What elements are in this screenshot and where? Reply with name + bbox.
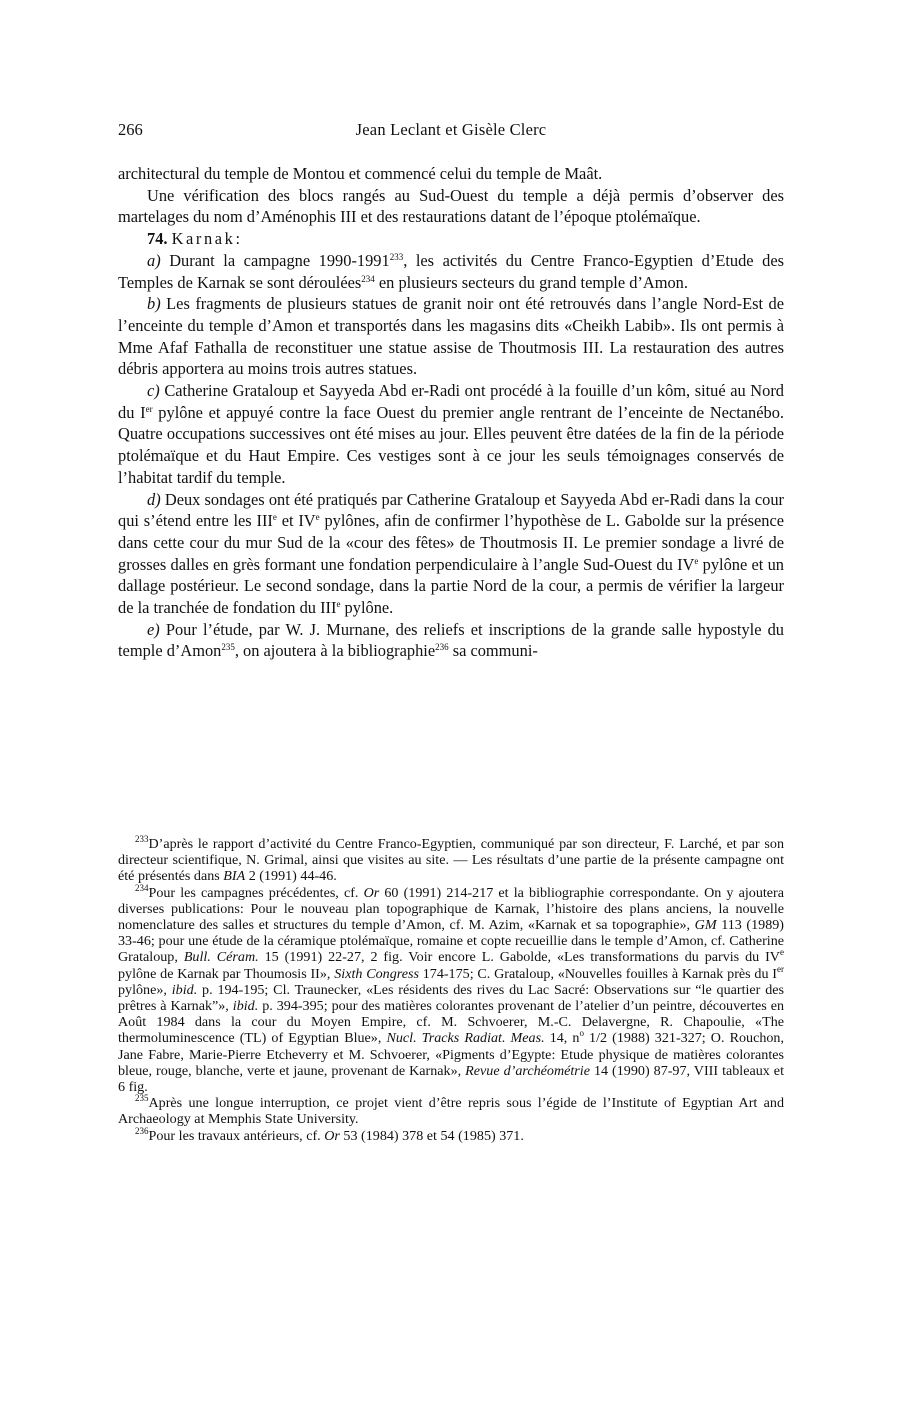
footnote-number: 236 [135,1125,149,1136]
footnote-number: 233 [135,834,149,844]
main-text [118,163,784,662]
running-title: Jean Leclant et Gisèle Clerc [355,120,547,139]
item-label-c: c) [147,381,160,401]
footnote-ref-234[interactable]: 234 [361,273,375,284]
footnote-ref-236[interactable]: 236 [435,642,449,653]
footnote-number: 235 [135,1093,149,1104]
paragraph-e: e) Pour l’étude, par W. J. Murnane, des reliefs et inscriptions de la grande salle hypostyle du temple d’Amon$^{235}$, on ajoutera à la bibliographie$^{236}$ sa communi- [118,619,784,661]
item-label-b: b) [147,294,161,314]
footnote-ref-235[interactable]: 235 [221,642,235,653]
section-number: 74. [147,229,168,249]
paragraph-continuation: architectural du temple de Montou et commencé celui du temple de Maât. [118,164,603,183]
page-header [118,120,784,142]
page-number: 266 [118,120,143,139]
footnote-236: $^{236}$Pour les travaux antérieurs, cf. Or 53 (1984) 378 et 54 (1985) 371. [135,1125,524,1144]
section-heading-karnak [118,228,784,250]
footnote-235: $^{235}$Après une longue interruption, ce projet vient d’être repris sous l’égide de l’Institute of Egyptian Art and Archaeology at Memphis State University. [118,1093,784,1128]
item-label-d: d) [147,489,161,509]
section-title: Karnak: [171,229,243,249]
paragraph-d: d) Deux sondages ont été pratiqués par Catherine Grataloup et Sayyeda Abd er-Radi dans la cour qui s’étend entre les IIIe et IVe pylônes, afin de confirmer l’hypothèse de L. Gabolde sur la présence dans cette cour du mur Sud de la «cour des fêtes» de Thoutmosis II. Le premier sondage a livré de grosses dalles en grès formant une fondation perpendiculaire à l’angle Sud-Ouest du IVe pylône et un dallage postérieur. Le second sondage, dans la partie Nord de la cour, a permis de vérifier la largeur de la tranchée de fondation du IIIe pylône. [118,489,784,618]
item-label-a: a) [147,250,161,270]
paragraph-b: b) Les fragments de plusieurs statues de granit noir ont été retrouvés dans l’angle Nord-Est de l’enceinte du temple d’Amon et transportés dans les magasins dits «Cheikh Labib». Ils ont permis à Mme Afaf Fathalla de reconstituer une statue assise de Thoutmosis III. La restauration des autres débris apportera au moins trois autres statues. [118,294,784,379]
paragraph-c: c) Catherine Grataloup et Sayyeda Abd er-Radi ont procédé à la fouille d’un kôm, situé au Nord du Ier pylône et appuyé contre la face Ouest du premier angle rentrant de l’enceinte de Nectanébo. Quatre occupations successives ont été mises au jour. Elles peuvent être datées de la fin de la période ptolémaïque et du Haut Empire. Ces vestiges sont à ce jour les seuls témoignages conservés de l’habitat tardif du temple. [118,381,785,487]
footnote-number: 234 [135,882,149,893]
paragraph-verification: Une vérification des blocs rangés au Sud-Ouest du temple a déjà permis d’observer des martelages du nom d’Aménophis III et des restaurations datant de l’époque ptolémaïque. [118,185,784,227]
footnote-ref-233[interactable]: 233 [389,251,404,262]
footnote-234: $^{234}$Pour les campagnes précédentes, cf. Or 60 (1991) 214-217 et la bibliographie correspondante. On y ajoutera diverses publications: Pour le nouveau plan topographique de Karnak, l’histoire des plans anciens, la nouvelle nomenclature des salles et structures du temple d’Amon, cf. M. Azim, «Karnak et sa topographie», GM 113 (1989) 33-46; pour une étude de la céramique ptolémaïque, romaine et copte recueillie dans le temple d’Amon, cf. Catherine Grataloup, Bull. Céram. 15 (1991) 22-27, 2 fig. Voir encore L. Gabolde, «Les transformations du parvis du IVe pylône de Karnak par Thoumosis II», Sixth Congress 174-175; C. Grataloup, «Nouvelles fouilles à Karnak près du Ier pylône», ibid. p. 194-195; Cl. Traunecker, «Les résidents des rives du Lac Sacré: Observations sur “le quartier des prêtres à Karnak”», ibid. p. 394-395; pour des matières colorantes provenant de l’atelier d’un peintre, découvertes en Août 1984 dans la cour du Moyen Empire, cf. M. Schvoerer, M.-C. Delavergne, R. Chapoulie, «The thermoluminescence (TL) of Egyptian Blue», Nucl. Tracks Radiat. Meas. 14, $n^o$ 1/2 (1988) 321-327; O. Rouchon, Jane Fabre, Marie-Pierre Etcheverry et M. Schvoerer, «Pigments d’Egypte: Etude physique de matières colorantes bleue, rouge, blanche, verte et jaune, provenant de Karnak», Revue d’archéométrie 14 (1990) 87-97, VIII tableaux et 6 fig. [118,882,784,1096]
item-label-e: e) [147,619,160,639]
footnotes [118,836,784,1144]
footnote-233: $^{233}$D’après le rapport d’activité du Centre Franco-Egyptien, communiqué par son directeur, F. Larché, et par son directeur scientifique, N. Grimal, ainsi que visites au site. — Les résultats d’une partie de la présente campagne ont été présentés dans BIA 2 (1991) 44-46. [118,834,784,885]
paragraph-a: a) Durant la campagne 1990-1991$^{233}$, les activités du Centre Franco-Egyptien d’Etude des Temples de Karnak se sont déroulées$^{234}$ en plusieurs secteurs du grand temple d’Amon. [118,250,784,292]
